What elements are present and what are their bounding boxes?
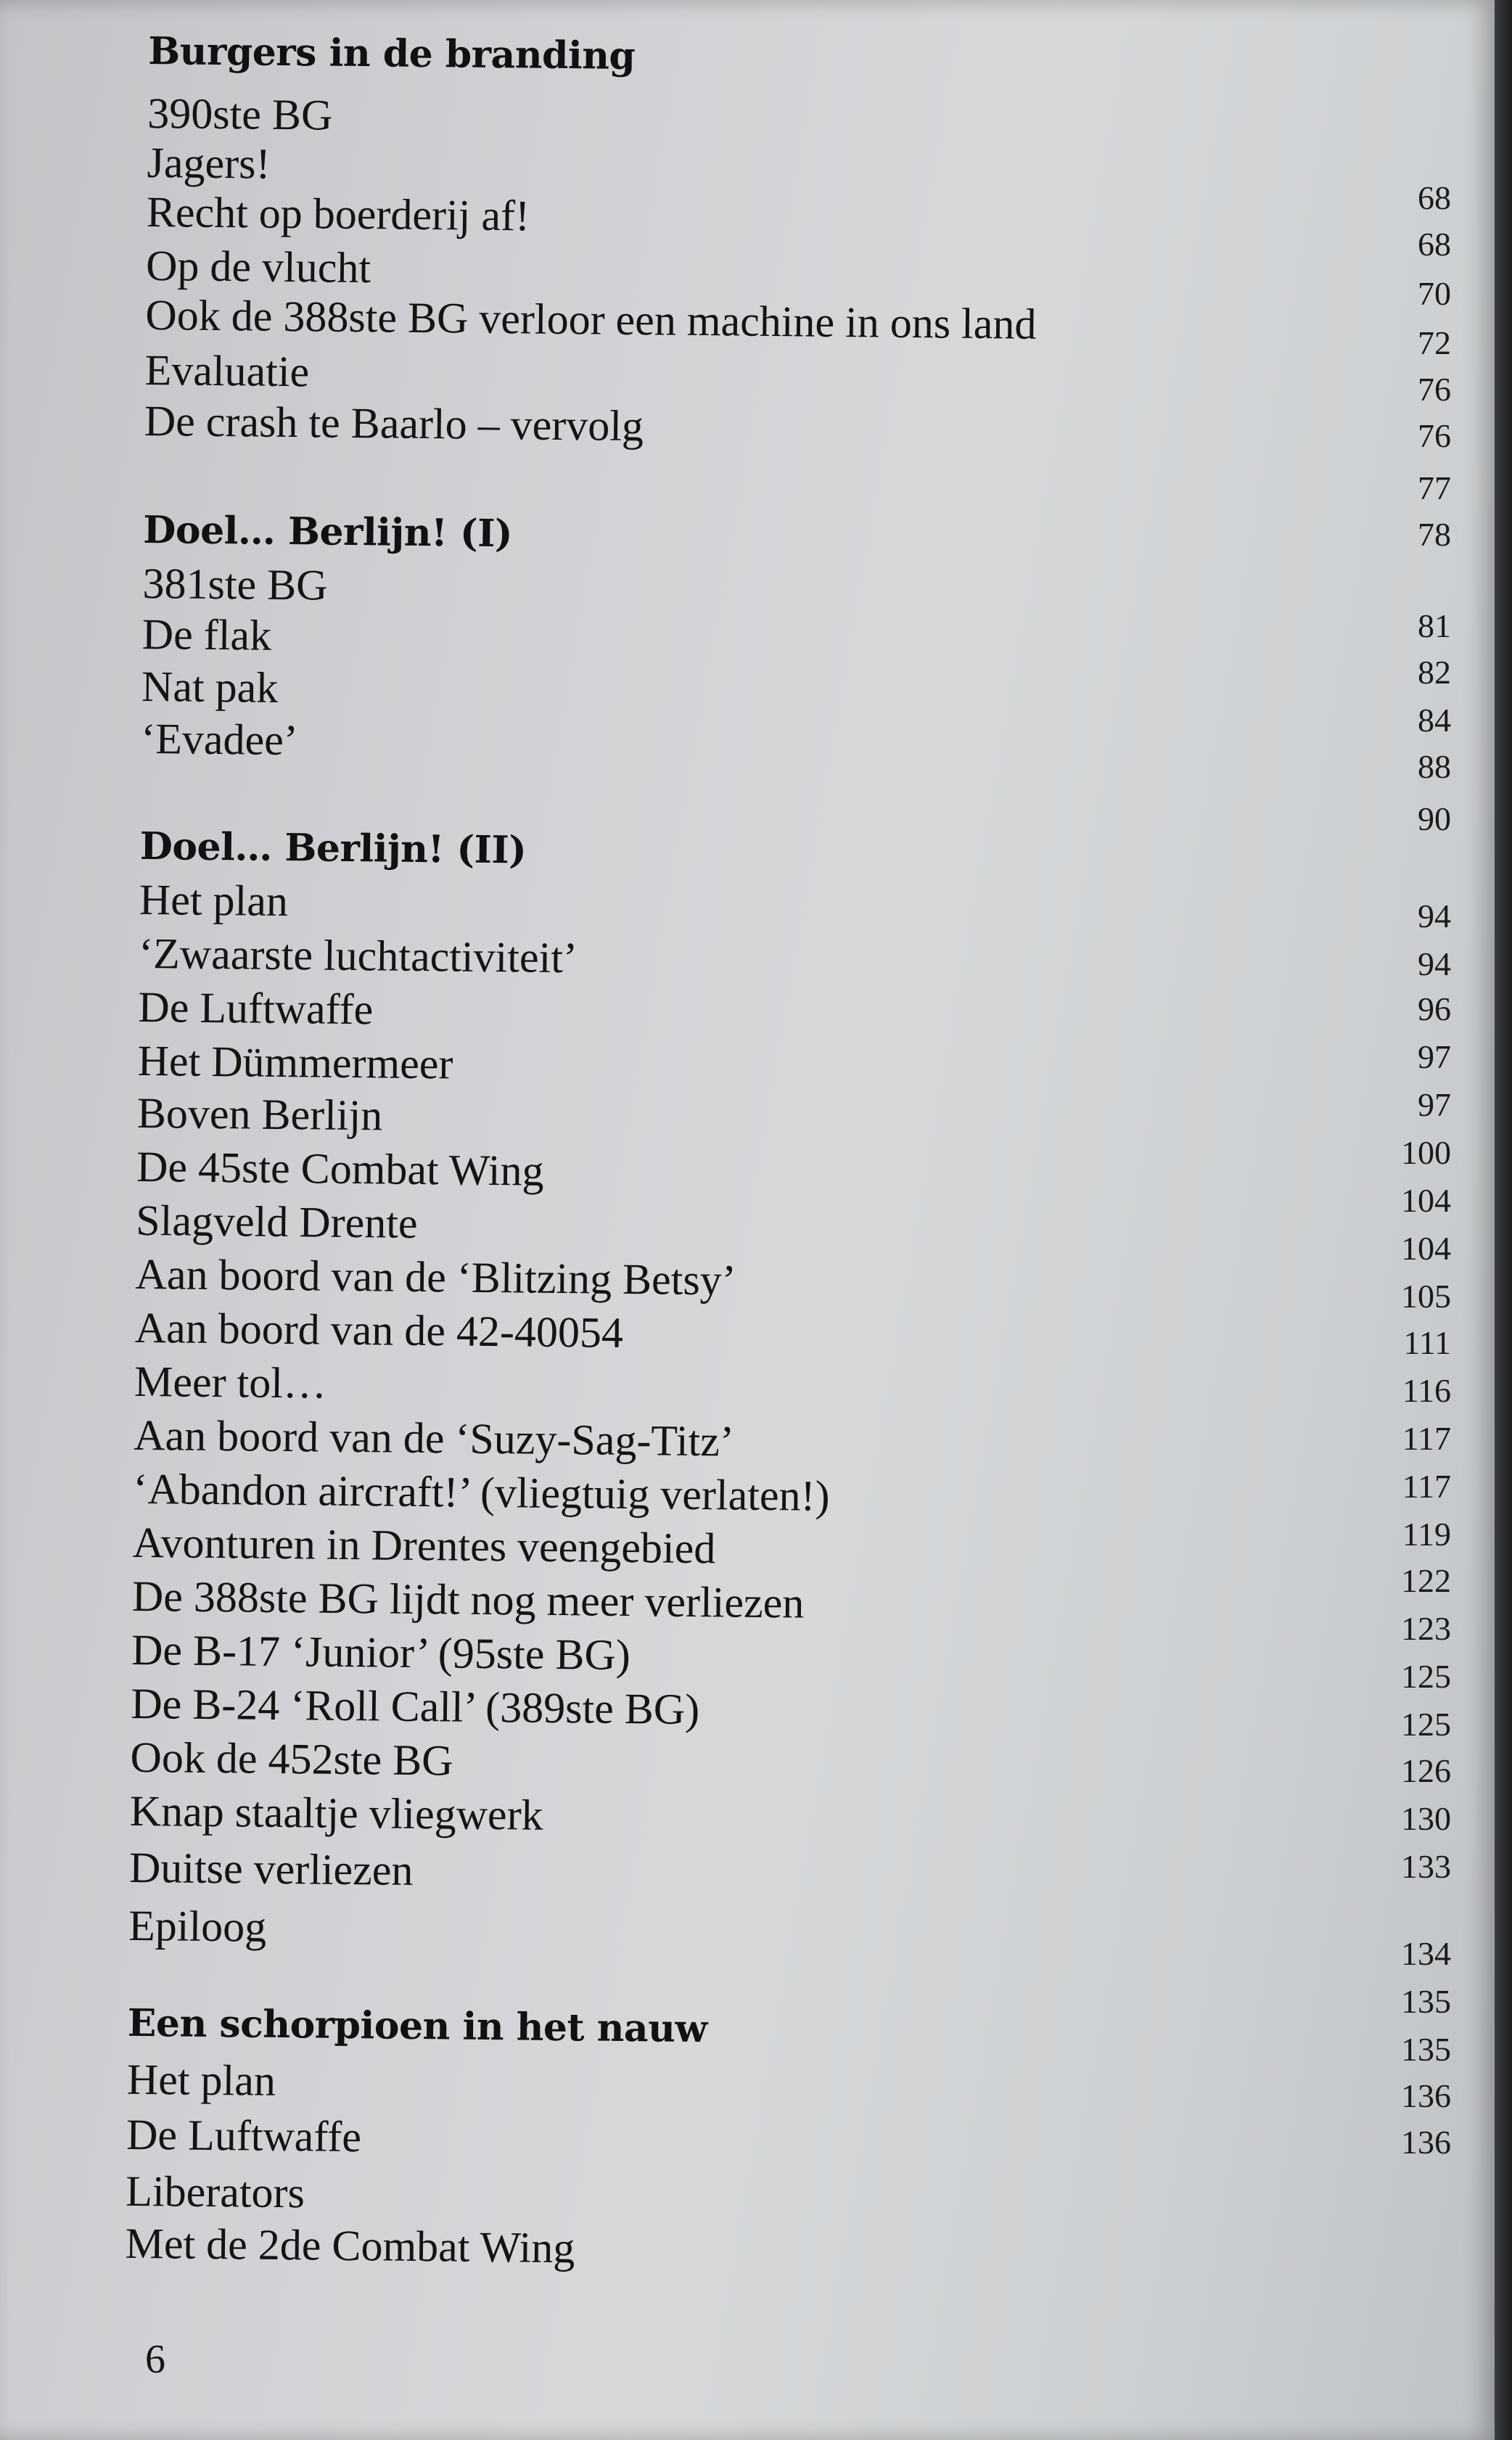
toc-entry: Aan boord van de ‘Suzy-Sag-Titz’ <box>133 1410 735 1466</box>
toc-entry: De 388ste BG lijdt nog meer verliezen <box>131 1572 805 1627</box>
page-number: 94 <box>1418 897 1451 934</box>
page-number: 82 <box>1418 654 1451 691</box>
toc-entry: Recht op boerderij af! <box>146 187 530 240</box>
page-number: 119 <box>1402 1516 1451 1553</box>
page-number: 117 <box>1402 1420 1451 1457</box>
page-number: 104 <box>1401 1230 1451 1267</box>
page-number: 135 <box>1401 2031 1451 2068</box>
page-number: 90 <box>1418 800 1451 837</box>
page-number: 94 <box>1418 945 1451 982</box>
page-number: 97 <box>1418 1086 1451 1123</box>
page-number: 77 <box>1418 469 1451 506</box>
toc-entry: Avonturen in Drentes veengebied <box>132 1518 716 1573</box>
section-heading: Doel… Berlijn! (I) <box>143 507 513 556</box>
page-number: 126 <box>1401 1752 1451 1789</box>
page-number: 88 <box>1418 748 1451 785</box>
page-number: 78 <box>1418 516 1451 553</box>
toc-entry: Op de vlucht <box>145 241 371 292</box>
page-number: 70 <box>1418 275 1451 312</box>
toc-entry: Ook de 452ste BG <box>130 1733 453 1785</box>
page-number: 97 <box>1418 1038 1451 1075</box>
page-number: 122 <box>1401 1562 1451 1599</box>
toc-entry: Met de 2de Combat Wing <box>125 2219 575 2272</box>
page-number: 104 <box>1401 1182 1451 1219</box>
page-number: 136 <box>1401 2124 1451 2161</box>
folio-page-number: 6 <box>145 2337 165 2382</box>
toc-entry: De 45ste Combat Wing <box>136 1142 544 1195</box>
page-number: 81 <box>1418 607 1451 644</box>
page-number: 125 <box>1401 1658 1451 1695</box>
page-number: 68 <box>1418 179 1451 216</box>
page-number: 117 <box>1402 1468 1451 1505</box>
page-number: 125 <box>1401 1706 1451 1743</box>
section-heading: Burgers in de branding <box>147 28 636 79</box>
toc-entry: Boven Berlijn <box>136 1088 383 1140</box>
page-number: 135 <box>1401 1983 1451 2020</box>
page-number: 136 <box>1401 2077 1451 2114</box>
toc-entry: De Luftwaffe <box>138 982 374 1034</box>
toc-entry: Meer tol… <box>133 1357 327 1408</box>
toc-entry: De crash te Baarlo – vervolg <box>144 396 644 451</box>
toc-entry: ‘Abandon aircraft!’ (vliegtuig verlaten!) <box>133 1464 830 1520</box>
toc-entry: De Luftwaffe <box>126 2110 362 2161</box>
page-number: 111 <box>1403 1324 1451 1361</box>
toc-entry: De flak <box>141 609 272 660</box>
toc-entry: Het plan <box>139 875 289 926</box>
toc-entry: Liberators <box>126 2166 305 2217</box>
page-number: 133 <box>1401 1848 1451 1885</box>
toc-entry: ‘Evadee’ <box>140 714 299 765</box>
toc-entry: De B-17 ‘Junior’ (95ste BG) <box>131 1625 631 1680</box>
toc-entry: Nat pak <box>141 662 279 712</box>
page-number: 134 <box>1401 1935 1451 1972</box>
toc-entry: ‘Zwaarste luchtactiviteit’ <box>138 929 578 982</box>
toc-entry: Duitse verliezen <box>128 1843 414 1894</box>
toc-entry: Evaluatie <box>144 345 310 396</box>
page-edge-shadow <box>1495 0 1512 2440</box>
page-number: 84 <box>1418 702 1451 739</box>
toc-entry: Aan boord van de ‘Blitzing Betsy’ <box>135 1249 737 1305</box>
page-number: 76 <box>1418 417 1451 454</box>
toc-entry: Knap staaltje vliegwerk <box>129 1786 543 1839</box>
page-number: 96 <box>1418 990 1451 1027</box>
toc-entry: Het Dümmermeer <box>137 1036 453 1088</box>
toc-entry: De B-24 ‘Roll Call’ (389ste BG) <box>131 1679 700 1734</box>
toc-entry: 390ste BG <box>147 89 333 139</box>
page-number: 123 <box>1401 1610 1451 1647</box>
page-number: 116 <box>1402 1372 1451 1409</box>
page-number: 72 <box>1418 324 1451 361</box>
page-number: 100 <box>1401 1134 1451 1171</box>
toc-entry: 381ste BG <box>142 559 328 609</box>
toc-titles-column <box>125 0 1237 2272</box>
toc-entry: Jagers! <box>147 138 271 188</box>
toc-entry: Epiloog <box>128 1901 267 1951</box>
toc-entry: Slagveld Drente <box>136 1196 418 1247</box>
page-number: 68 <box>1418 226 1451 263</box>
page-number: 76 <box>1418 371 1451 408</box>
section-heading: Doel… Berlijn! (II) <box>139 823 527 873</box>
toc-entry: Ook de 388ste BG verloor een machine in ons land <box>145 290 1037 348</box>
toc-entry: Aan boord van de 42-40054 <box>134 1303 624 1357</box>
section-heading: Een schorpioen in het nauw <box>127 2000 708 2052</box>
page-number: 130 <box>1401 1800 1451 1837</box>
toc-entry: Het plan <box>126 2055 276 2105</box>
page-number: 105 <box>1401 1278 1451 1315</box>
